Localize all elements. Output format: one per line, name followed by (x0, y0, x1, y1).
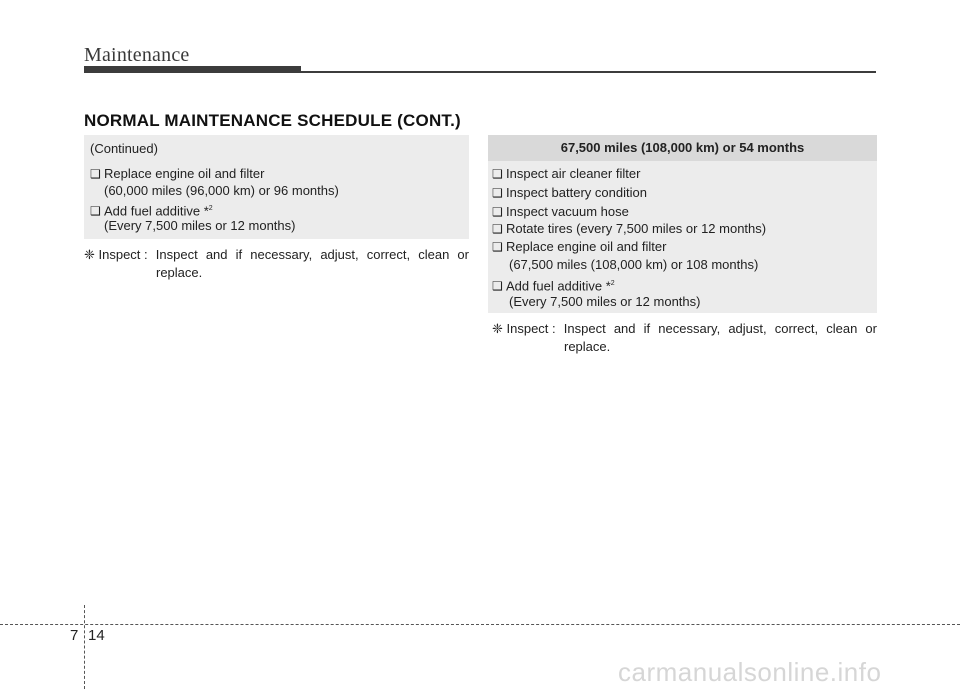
note-word: and (205, 247, 228, 262)
note-word: and (613, 321, 636, 336)
note-word: adjust, (320, 247, 359, 262)
note-word: or (457, 247, 469, 262)
interval-header: 67,500 miles (108,000 km) or 54 months (488, 135, 877, 161)
list-item (90, 201, 213, 219)
item-text: Inspect air cleaner filter (506, 166, 641, 181)
continued-label: (Continued) (90, 141, 158, 156)
item-text: Rotate tires (every 7,500 miles or 12 months) (506, 221, 767, 236)
list-item (492, 204, 629, 220)
note-label: ❈ Inspect : (84, 247, 148, 262)
note-word: necessary, (250, 247, 313, 262)
list-item (492, 276, 615, 294)
note-word: Inspect (155, 247, 198, 262)
item-subtext: (60,000 miles (96,000 km) or 96 months) (104, 183, 339, 198)
item-text: Replace engine oil and filter (506, 239, 667, 254)
item-text: Add fuel additive * (506, 278, 611, 294)
note-line (84, 246, 469, 264)
list-item (492, 239, 666, 255)
note-continuation: replace. (564, 339, 611, 354)
note-word: if (643, 321, 651, 336)
section-heading: NORMAL MAINTENANCE SCHEDULE (CONT.) (84, 111, 461, 130)
note-word: clean (826, 321, 858, 336)
item-text: Add fuel additive * (104, 203, 209, 219)
list-item (492, 221, 766, 237)
inspect-note (492, 320, 877, 356)
item-text: Inspect battery condition (506, 185, 647, 200)
chapter-number: 7 (70, 627, 79, 644)
inspect-note (84, 246, 469, 282)
header-bar-thin (301, 71, 876, 73)
checkbox-icon: ❑ (492, 240, 503, 254)
note-word: necessary, (658, 321, 721, 336)
checkbox-icon: ❑ (90, 167, 101, 181)
footnote-marker: 2 (610, 280, 615, 287)
item-text: Replace engine oil and filter (104, 166, 265, 181)
checkbox-icon: ❑ (492, 205, 503, 219)
note-continuation: replace. (156, 265, 203, 280)
item-subtext: (67,500 miles (108,000 km) or 108 months) (509, 257, 759, 272)
note-word: adjust, (728, 321, 767, 336)
watermark: carmanualsonline.info (618, 657, 882, 687)
note-line (492, 320, 877, 338)
checkbox-icon: ❑ (492, 222, 503, 236)
checkbox-icon: ❑ (492, 167, 503, 181)
footer-divider (0, 624, 960, 625)
list-item (492, 166, 640, 182)
footer-vertical-divider (84, 605, 85, 689)
note-word: if (235, 247, 243, 262)
header-bar-thick (84, 66, 301, 73)
note-word: Inspect (563, 321, 606, 336)
header-title: Maintenance (84, 44, 190, 66)
checkbox-icon: ❑ (492, 279, 503, 294)
footnote-marker: 2 (208, 205, 213, 212)
page-number: 14 (88, 627, 105, 644)
right-schedule-box (488, 135, 877, 313)
note-word: correct, (366, 247, 411, 262)
item-subtext: (Every 7,500 miles or 12 months) (509, 294, 701, 309)
item-subtext: (Every 7,500 miles or 12 months) (104, 218, 296, 233)
list-item (90, 166, 264, 182)
list-item (492, 185, 647, 201)
note-word: or (865, 321, 877, 336)
checkbox-icon: ❑ (492, 186, 503, 200)
note-word: clean (418, 247, 450, 262)
note-label: ❈ Inspect : (492, 321, 556, 336)
note-word: correct, (774, 321, 819, 336)
item-text: Inspect vacuum hose (506, 204, 629, 219)
left-schedule-box (84, 135, 469, 239)
checkbox-icon: ❑ (90, 204, 101, 219)
